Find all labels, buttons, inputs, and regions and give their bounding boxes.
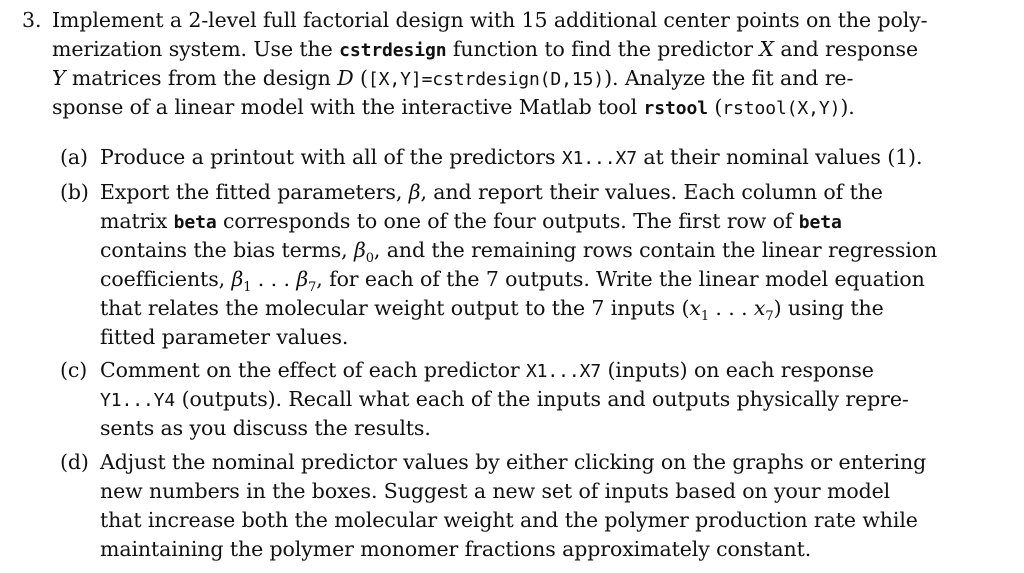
item-label-c: (c)	[60, 358, 88, 382]
math-subscript: 1	[243, 280, 252, 296]
text-run: ) using the	[773, 296, 884, 320]
text-run: new numbers in the boxes. Suggest a new set of inputs based on your model	[100, 479, 891, 503]
item-a-line-1	[100, 143, 922, 173]
text-run: . . .	[251, 267, 297, 291]
text-run: ).	[840, 95, 855, 119]
math-subscript: 7	[308, 280, 317, 296]
item-label-d: (d)	[60, 450, 89, 474]
math-subscript: 1	[700, 309, 709, 325]
text-run: coefficients,	[100, 267, 232, 291]
code-beta: beta	[173, 212, 217, 233]
item-label-a: (a)	[60, 145, 88, 169]
item-d-line-4	[100, 535, 811, 563]
item-b-line-2	[100, 207, 842, 237]
item-b-line-1	[100, 178, 883, 206]
item-d-line-1	[100, 448, 926, 476]
item-b-line-6	[100, 323, 348, 351]
text-run: Export the fitted parameters,	[100, 180, 409, 204]
text-run: (outputs). Recall what each of the inputs and outputs physically repre-	[175, 387, 909, 411]
math-beta: β	[296, 267, 309, 291]
text-run: contains the bias terms,	[100, 238, 354, 262]
item-b-line-4	[100, 265, 925, 296]
item-d-line-2	[100, 477, 890, 505]
text-run: Implement a 2-level full factorial design with 15 additional center points on the poly-	[52, 8, 928, 32]
text-run: fitted parameter values.	[100, 325, 349, 349]
item-b-line-5	[100, 294, 884, 325]
text-run: , and the remaining rows contain the linear regression	[373, 238, 938, 262]
code-beta: beta	[798, 212, 842, 233]
item-label-b: (b)	[60, 180, 89, 204]
math-subscript: 7	[765, 309, 774, 325]
item-b-line-3	[100, 236, 938, 267]
math-beta: β	[353, 238, 366, 262]
text-run: that increase both the molecular weight and the polymer production rate while	[100, 508, 918, 532]
code-x1-x7: X1...X7	[561, 148, 637, 169]
text-run: , and report their values. Each column of the	[420, 180, 883, 204]
math-y: Y	[52, 66, 66, 90]
text-run: matrix	[100, 209, 174, 233]
text-run: merization system. Use the	[52, 37, 340, 61]
text-run: (inputs) on each response	[601, 358, 874, 382]
text-run: (	[353, 66, 368, 90]
problem-number: 3.	[22, 8, 42, 32]
math-x: x	[689, 296, 701, 320]
text-run: function to find the predictor	[446, 37, 760, 61]
math-d: D	[337, 66, 354, 90]
code-x1-x7: X1...X7	[525, 361, 602, 382]
code-rstool: rstool	[643, 98, 708, 119]
text-run: Comment on the effect of each predictor	[100, 358, 526, 382]
math-x: X	[759, 37, 774, 61]
item-c-line-1	[100, 356, 874, 386]
code-cstrdesign: cstrdesign	[339, 40, 447, 61]
text-run: and response	[773, 37, 918, 61]
text-run: sponse of a linear model with the interactive Matlab tool	[52, 95, 644, 119]
item-d-line-3	[100, 506, 918, 534]
text-run: matrices from the design	[65, 66, 338, 90]
text-run: that relates the molecular weight output to the 7 inputs (	[100, 296, 690, 320]
intro-line-2	[52, 35, 918, 65]
text-run: sents as you discuss the results.	[100, 416, 431, 440]
intro-line-3	[52, 64, 853, 94]
text-run: Produce a printout with all of the predictors	[100, 145, 562, 169]
math-x: x	[753, 296, 766, 320]
math-subscript: 0	[365, 251, 374, 267]
text-run: Adjust the nominal predictor values by either clicking on the graphs or entering	[100, 450, 927, 474]
text-run: (	[707, 95, 723, 119]
code-call: [X,Y]=cstrdesign(D,15)	[367, 69, 605, 90]
text-run: , for each of the 7 outputs. Write the linear model equation	[316, 267, 925, 291]
item-c-line-3	[100, 414, 431, 442]
code-y1-y4: Y1...Y4	[100, 390, 176, 411]
item-c-line-2	[100, 385, 909, 415]
text-run: . . .	[709, 296, 754, 320]
intro-line-4	[52, 93, 855, 123]
code-rstool-call: rstool(X,Y)	[722, 98, 841, 119]
text-run: corresponds to one of the four outputs. The first row of	[216, 209, 799, 233]
math-beta: β	[408, 180, 421, 204]
text-run: ). Analyze the fit and re-	[604, 66, 854, 90]
text-run: maintaining the polymer monomer fractions approximately constant.	[100, 537, 812, 561]
intro-line-1	[52, 6, 927, 34]
text-run: at their nominal values (1).	[637, 145, 923, 169]
math-beta: β	[231, 267, 244, 291]
